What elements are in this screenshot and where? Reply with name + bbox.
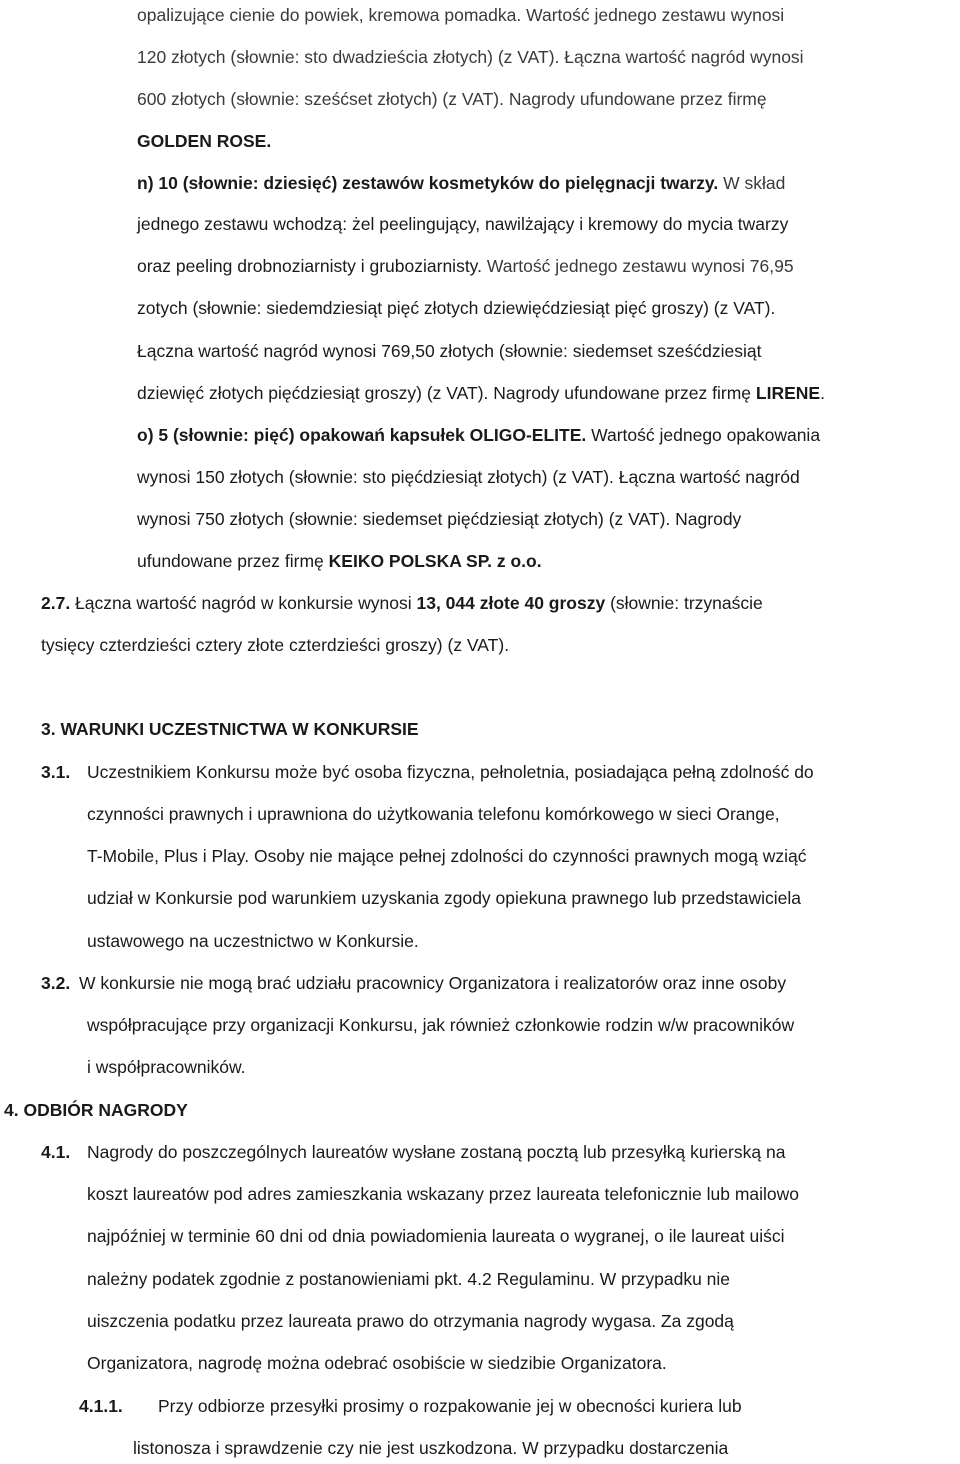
prize-n-line-3-a: oraz peeling drobnoziarnisty i gruboziarnisty. [137,256,482,276]
paragraph-3-1-line-3: T-Mobile, Plus i Play. Osoby nie mające pełnej zdolności do czynności prawnych mogą wziąć [87,846,807,866]
paragraph-2-7-text-a: Łączna wartość nagród w konkursie wynosi [70,593,417,613]
paragraph-4-1-line-6: Organizatora, nagrodę można odebrać osobiście w siedzibie Organizatora. [87,1353,667,1373]
paragraph-2-7-number: 2.7. [41,593,71,613]
prize-n-line-2: jednego zestawu wchodzą: żel peelingujący, nawilżający i kremowy do mycia twarzy [137,214,789,234]
prize-o-line-4 [137,550,542,572]
paragraph-3-1-number: 3.1. [41,762,71,782]
prize-m-line-4: GOLDEN ROSE. [137,131,272,151]
paragraph-3-1-line-1: Uczestnikiem Konkursu może być osoba fizyczna, pełnoletnia, posiadająca pełną zdolność do [87,762,814,782]
prize-o-line-1-tail: Wartość jednego opakowania [586,425,821,445]
paragraph-3-1-line-2: czynności prawnych i uprawniona do użytkowania telefonu komórkowego w sieci Orange, [87,804,780,824]
section-4-heading: 4. ODBIÓR NAGRODY [4,1100,188,1120]
paragraph-4-1-line-4: należny podatek zgodnie z postanowieniami pkt. 4.2 Regulaminu. W przypadku nie [87,1269,731,1289]
paragraph-4-1-1-number: 4.1.1. [79,1396,123,1416]
paragraph-3-2-line-2: współpracujące przy organizacji Konkursu, jak również członkowie rodzin w/w pracowników [87,1015,795,1035]
prize-o-heading: o) 5 (słownie: pięć) opakowań kapsułek OLIGO-ELITE. [137,425,587,445]
paragraph-4-1-1-line-2: listonosza i sprawdzenie czy nie jest uszkodzona. W przypadku dostarczenia [133,1438,729,1458]
paragraph-2-7-line-1 [41,592,763,614]
prize-o-line-2: wynosi 150 złotych (słownie: sto pięćdziesiąt złotych) (z VAT). Łączna wartość nagród [137,467,800,487]
prize-n-heading: n) 10 (słownie: dziesięć) zestawów kosmetyków do pielęgnacji twarzy. [137,173,719,193]
prize-o-line-4-a: ufundowane przez firmę [137,551,329,571]
paragraph-2-7-line-2: tysięcy czterdzieści cztery złote czterdzieści groszy) (z VAT). [41,635,510,655]
prize-o-line-1 [137,424,820,446]
prize-m-line-1: opalizujące cienie do powiek, kremowa pomadka. Wartość jednego zestawu wynosi [137,5,785,25]
section-3-heading: 3. WARUNKI UCZESTNICTWA W KONKURSIE [41,719,419,739]
prize-n-line-6-c: . [820,383,825,403]
prize-n-line-6 [137,382,825,404]
paragraph-4-1-line-3: najpóźniej w terminie 60 dni od dnia powiadomienia laureata o wygranej, o ile laureat uiści [87,1226,785,1246]
prize-n-line-6-a: dziewięć złotych pięćdziesiąt groszy) (z VAT). Nagrody ufundowane przez firmę [137,383,756,403]
prize-n-line-3 [137,255,794,277]
prize-n-line-1 [137,172,785,194]
prize-m-line-3: 600 złotych (słownie: sześćset złotych) (z VAT). Nagrody ufundowane przez firmę [137,89,767,109]
prize-o-line-3: wynosi 750 złotych (słownie: siedemset pięćdziesiąt złotych) (z VAT). Nagrody [137,509,742,529]
paragraph-4-1-line-5: uiszczenia podatku przez laureata prawo do otrzymania nagrody wygasa. Za zgodą [87,1311,734,1331]
prize-m-line-2: 120 złotych (słownie: sto dwadzieścia złotych) (z VAT). Łączna wartość nagród wynosi [137,47,804,67]
prize-n-line-1-tail: W skład [718,173,786,193]
paragraph-4-1-line-1: Nagrody do poszczególnych laureatów wysłane zostaną pocztą lub przesyłką kurierską na [87,1142,786,1162]
paragraph-4-1-line-2: koszt laureatów pod adres zamieszkania wskazany przez laureata telefonicznie lub mailowo [87,1184,800,1204]
prize-n-line-3-b: Wartość jednego zestawu wynosi 76,95 [482,256,794,276]
prize-n-brand: LIRENE [755,383,821,403]
paragraph-3-2-line-1: W konkursie nie mogą brać udziału pracownicy Organizatora i realizatorów oraz inne osoby [79,973,787,993]
paragraph-4-1-number: 4.1. [41,1142,71,1162]
paragraph-4-1-1-line-1: Przy odbiorze przesyłki prosimy o rozpakowanie jej w obecności kuriera lub [158,1396,742,1416]
paragraph-3-1-line-4: udział w Konkursie pod warunkiem uzyskania zgody opiekuna prawnego lub przedstawiciela [87,888,802,908]
prize-o-brand: KEIKO POLSKA SP. z o.o. [328,551,542,571]
paragraph-3-2-number: 3.2. [41,973,71,993]
prize-n-line-4: zotych (słownie: siedemdziesiąt pięć złotych dziewięćdziesiąt pięć groszy) (z VAT). [137,298,776,318]
prize-n-line-5: Łączna wartość nagród wynosi 769,50 złotych (słownie: siedemset sześćdziesiąt [137,341,762,361]
paragraph-2-7-text-c: (słownie: trzynaście [605,593,763,613]
paragraph-3-2-line-3: i współpracowników. [87,1057,246,1077]
paragraph-3-1-line-5: ustawowego na uczestnictwo w Konkursie. [87,931,419,951]
paragraph-2-7-total: 13, 044 złote 40 groszy [416,593,606,613]
